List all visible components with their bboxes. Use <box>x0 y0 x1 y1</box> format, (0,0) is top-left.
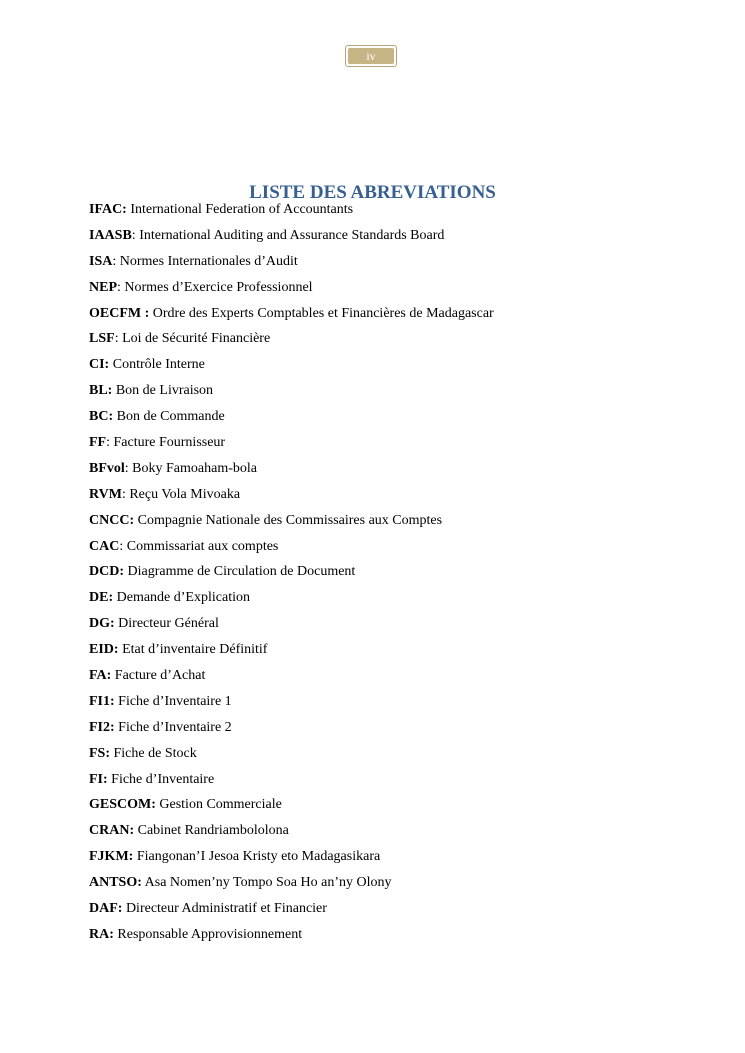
abbreviation-code: ISA <box>89 253 113 269</box>
abbreviation-item <box>89 512 494 538</box>
abbreviation-item <box>89 227 494 253</box>
abbreviation-separator: : <box>117 279 125 295</box>
abbreviation-definition: Fiangonan’I Jesoa Kristy eto Madagasikara <box>136 849 381 865</box>
abbreviation-code: FF <box>89 435 107 451</box>
abbreviation-code: BC: <box>89 409 114 425</box>
abbreviation-definition: Gestion Commerciale <box>159 797 282 813</box>
abbreviation-item <box>89 641 494 667</box>
abbreviation-code: DE: <box>89 590 114 606</box>
abbreviation-item <box>89 745 494 771</box>
abbreviation-definition: Directeur Général <box>118 616 219 632</box>
abbreviation-code: FJKM: <box>89 849 134 865</box>
abbreviation-item <box>89 460 494 486</box>
abbreviation-item <box>89 279 494 305</box>
abbreviation-definition: Ordre des Experts Comptables et Financières de Madagascar <box>152 305 494 321</box>
abbreviation-code: IFAC: <box>89 202 127 217</box>
abbreviation-item <box>89 538 494 564</box>
abbreviation-item <box>89 382 494 408</box>
abbreviation-code: FI2: <box>89 719 115 735</box>
abbreviation-code: NEP <box>89 279 117 295</box>
abbreviation-code: IAASB <box>89 227 132 243</box>
abbreviation-definition: Etat d’inventaire Définitif <box>122 642 268 658</box>
abbreviation-definition: Bon de Livraison <box>115 383 214 399</box>
abbreviation-item <box>89 563 494 589</box>
abbreviation-list <box>89 201 494 952</box>
abbreviation-definition: Asa Nomen’ny Tompo Soa Ho an’ny Olony <box>144 875 392 891</box>
abbreviation-definition: Facture d’Achat <box>114 668 206 684</box>
abbreviation-definition: Facture Fournisseur <box>113 435 226 451</box>
abbreviation-definition: Fiche de Stock <box>113 745 197 761</box>
abbreviation-item <box>89 771 494 797</box>
abbreviation-code: GESCOM: <box>89 797 156 813</box>
abbreviation-item <box>89 900 494 926</box>
abbreviation-code: FI: <box>89 771 108 787</box>
abbreviation-item <box>89 486 494 512</box>
abbreviation-item <box>89 615 494 641</box>
abbreviation-code: LSF <box>89 331 115 347</box>
abbreviation-item <box>89 589 494 615</box>
abbreviation-separator: : <box>112 253 120 269</box>
abbreviation-definition: Boky Famoaham-bola <box>132 460 257 476</box>
abbreviation-code: CAC <box>89 538 120 554</box>
abbreviation-definition: Bon de Commande <box>116 409 225 425</box>
abbreviation-code: FS: <box>89 745 110 761</box>
abbreviation-code: BFvol <box>89 460 125 476</box>
abbreviation-definition: Compagnie Nationale des Commissaires aux Comptes <box>137 512 443 528</box>
abbreviation-definition: Normes d’Exercice Professionnel <box>124 279 313 295</box>
abbreviation-definition: Demande d’Explication <box>116 590 250 606</box>
abbreviation-definition: Cabinet Randriambololona <box>137 823 289 839</box>
abbreviation-separator: : <box>106 435 114 451</box>
abbreviation-item <box>89 253 494 279</box>
abbreviation-definition: International Auditing and Assurance Standards Board <box>139 227 445 243</box>
abbreviation-definition: Commissariat aux comptes <box>126 538 279 554</box>
page-number-badge <box>345 45 397 67</box>
abbreviation-code: ANTSO: <box>89 875 142 891</box>
abbreviation-item <box>89 330 494 356</box>
abbreviation-item <box>89 693 494 719</box>
abbreviation-item <box>89 434 494 460</box>
abbreviation-item <box>89 408 494 434</box>
abbreviation-definition: Fiche d’Inventaire 2 <box>118 719 232 735</box>
abbreviation-code: CI: <box>89 357 110 373</box>
abbreviation-definition: Contrôle Interne <box>112 357 205 373</box>
abbreviation-definition: Fiche d’Inventaire <box>111 771 215 787</box>
abbreviation-code: DCD: <box>89 564 124 580</box>
abbreviation-code: DAF: <box>89 901 123 917</box>
abbreviation-item <box>89 874 494 900</box>
abbreviation-item <box>89 926 494 952</box>
abbreviation-definition: Directeur Administratif et Financier <box>125 901 327 917</box>
abbreviation-definition: Diagramme de Circulation de Document <box>127 564 356 580</box>
abbreviation-definition: Fiche d’Inventaire 1 <box>118 693 232 709</box>
abbreviation-code: EID: <box>89 642 119 658</box>
abbreviation-definition: International Federation of Accountants <box>130 202 354 217</box>
abbreviation-item <box>89 356 494 382</box>
abbreviation-separator: : <box>119 538 127 554</box>
abbreviation-code: FI1: <box>89 693 115 709</box>
abbreviation-separator: : <box>124 460 133 476</box>
abbreviation-separator: : <box>114 331 123 347</box>
abbreviation-code: CNCC: <box>89 512 135 528</box>
abbreviation-item <box>89 719 494 745</box>
abbreviation-code: FA: <box>89 668 112 684</box>
abbreviation-item <box>89 822 494 848</box>
abbreviation-definition: Normes Internationales d’Audit <box>119 253 298 269</box>
abbreviation-item <box>89 848 494 874</box>
abbreviation-definition: Loi de Sécurité Financière <box>122 331 271 347</box>
abbreviation-code: RA: <box>89 926 114 942</box>
abbreviation-separator: : <box>121 486 130 502</box>
abbreviation-code: CRAN: <box>89 823 135 839</box>
abbreviation-item <box>89 796 494 822</box>
abbreviation-item <box>89 667 494 693</box>
abbreviation-code: RVM <box>89 486 122 502</box>
abbreviation-definition: Responsable Approvisionnement <box>117 926 303 942</box>
abbreviation-code: DG: <box>89 616 115 632</box>
abbreviation-definition: Reçu Vola Mivoaka <box>129 486 241 502</box>
abbreviation-item <box>89 201 494 227</box>
abbreviation-code: OECFM : <box>89 305 150 321</box>
abbreviation-code: BL: <box>89 383 113 399</box>
abbreviation-separator: : <box>131 227 140 243</box>
abbreviation-item <box>89 305 494 331</box>
page-number: iv <box>348 48 394 64</box>
page-title: LISTE DES ABREVIATIONS <box>249 182 496 203</box>
